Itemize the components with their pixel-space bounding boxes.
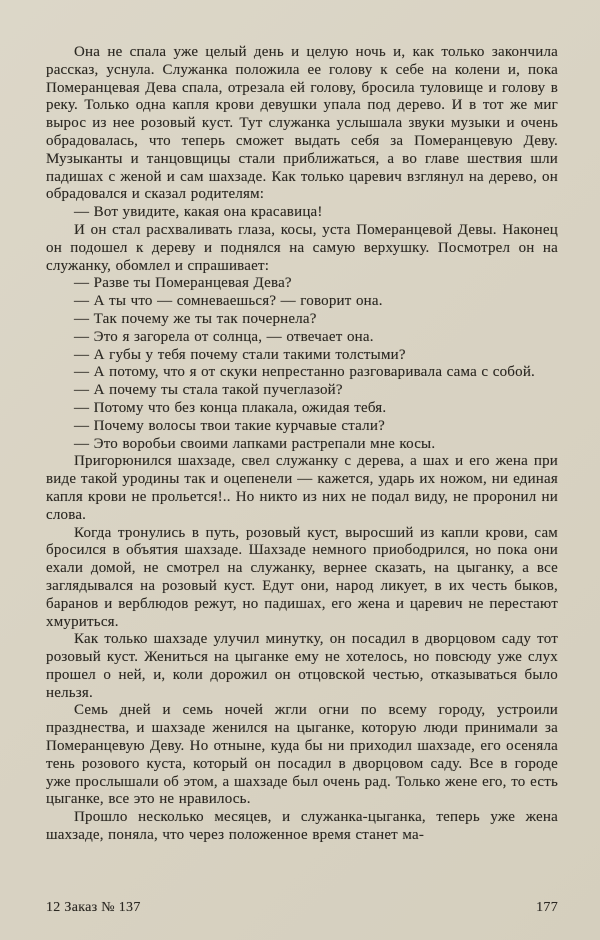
- dialogue-line: — А почему ты стала такой пучеглазой?: [74, 382, 343, 399]
- page-number: 177: [536, 900, 558, 915]
- paragraph: И он стал расхваливать глаза, косы, уста Померанцевой Девы. Наконец он подошел к дереву и поднялся на самую верхушку. Посмотрел он на служанку, обомлел и спрашивает:: [46, 221, 558, 274]
- paragraph: Семь дней и семь ночей жгли огни по всему городу, устроили празднества, и шахзаде женился на цыганке, которую люди принимали за Померанцевую Деву. Но отныне, куда бы ни приходил шахзаде, его осеняла тень розового куста, который он посадил в дворцовом саду. Все в городе уже прослышали об этом, а шахзаде был очень рад. Только жене его, то есть цыганке, все это не нравилось.: [46, 702, 558, 808]
- dialogue-line: — Это воробьи своими лапками растрепали мне косы.: [74, 435, 436, 452]
- dialogue-line: — А потому, что я от скуки непрестанно разговаривала сама с собой.: [74, 364, 536, 381]
- paragraph: Прошло несколько месяцев, и служанка-цыганка, теперь уже жена шахзаде, поняла, что через положенное время станет ма-: [46, 809, 558, 844]
- dialogue-line: — А ты что — сомневаешься? — говорит она.: [74, 293, 383, 310]
- dialogue-line: — Разве ты Померанцевая Дева?: [74, 275, 292, 292]
- dialogue-line: — Почему волосы твои такие курчавые стали?: [74, 417, 385, 434]
- paragraph: Она не спала уже целый день и целую ночь и, как только закончила рассказ, уснула. Служанка положила ее голову к себе на колени и, пока Померанцевая Дева спала, отрезала ей голову, бросила туловище и голову в реку. Только одна капля крови девушки упала под дерево. И в тот же миг вырос из нее розовый куст. Тут служанка услышала звуки музыки и очень обрадовалась, что теперь сможет выдать себя за Померанцевую Деву. Музыканты и танцовщицы стали приближаться, а во главе шествия шли падишах с женой и сам шахзаде. Как только царевич взглянул на дерево, он обрадовался и сказал родителям:: [46, 44, 558, 203]
- dialogue-line: — Так почему же ты так почернела?: [74, 310, 317, 327]
- page-text-block: [46, 44, 558, 845]
- dialogue-line: — А губы у тебя почему стали такими толстыми?: [74, 346, 406, 363]
- page-footer: [46, 900, 558, 916]
- dialogue-line: — Вот увидите, какая она красавица!: [74, 204, 323, 221]
- dialogue-line: — Потому что без конца плакала, ожидая тебя.: [74, 399, 387, 416]
- paragraph: Пригорюнился шахзаде, свел служанку с дерева, а шах и его жена при виде такой уродины так и оцепенели — кажется, ударь их ножом, ни единая капля крови не прольется!.. Но никто из них не подал виду, не проронил ни слова.: [46, 453, 558, 523]
- print-order-note: 12 Заказ № 137: [46, 900, 141, 915]
- paragraph: Как только шахзаде улучил минутку, он посадил в дворцовом саду тот розовый куст. Жениться на цыганке ему не хотелось, но повсюду уже слух прошел о ней, и, коли дорожил он отцовской честью, отказываться было нельзя.: [46, 631, 558, 701]
- paragraph: Когда тронулись в путь, розовый куст, выросший из капли крови, сам бросился в объятия шахзаде. Шахзаде немного приободрился, но пока они ехали домой, не смотрел на служанку, вернее сказать, на цыганку, а все заглядывался на розовый куст. Едут они, народ ликует, в их честь быков, баранов и верблюдов режут, но падишах, его жена и царевич не перестают хмуриться.: [46, 524, 558, 630]
- dialogue-line: — Это я загорела от солнца, — отвечает она.: [74, 328, 374, 345]
